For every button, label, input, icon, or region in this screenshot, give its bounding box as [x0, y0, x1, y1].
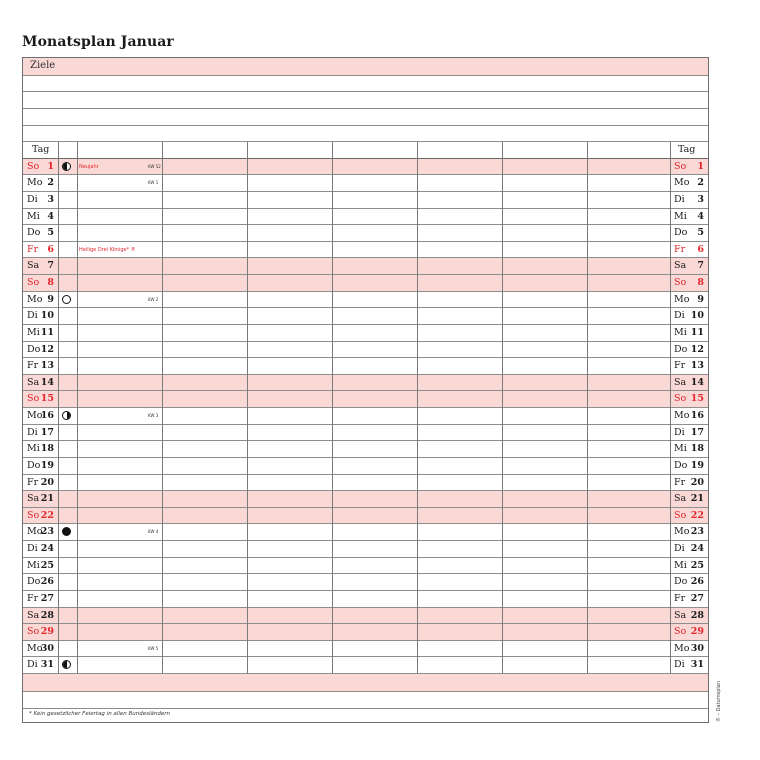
date: 27 [40, 592, 54, 604]
day-label-right [670, 608, 708, 624]
day-row[interactable] [23, 475, 708, 492]
day-label-left [23, 391, 58, 407]
date: 1 [47, 160, 54, 172]
day-row[interactable] [23, 225, 708, 242]
goals-label: Ziele [30, 60, 56, 71]
goals-line[interactable] [23, 91, 708, 92]
moon-phase-full-icon [62, 295, 71, 304]
weekday: So [27, 393, 40, 405]
day-row[interactable] [23, 258, 708, 275]
day-label-right [670, 475, 708, 491]
page-title: Monatsplan Januar [22, 34, 174, 50]
weekday: Di [27, 543, 38, 554]
date: 1 [697, 160, 704, 172]
day-label-left [23, 175, 58, 191]
day-label-left [23, 541, 58, 557]
weekday: Do [674, 576, 688, 588]
date: 11 [690, 326, 704, 338]
date: 23 [40, 526, 54, 538]
day-label-right [670, 441, 708, 457]
column-divider [247, 142, 248, 674]
weekday: Di [674, 426, 685, 438]
day-label-right [670, 308, 708, 324]
goals-header [23, 58, 708, 76]
date: 31 [40, 659, 54, 671]
day-label-right [670, 358, 708, 374]
day-label-right [670, 491, 708, 507]
date: 11 [40, 326, 54, 338]
date: 5 [697, 227, 704, 239]
date: 28 [690, 609, 704, 621]
weekday: Do [27, 459, 41, 471]
weekday: Sa [27, 376, 40, 388]
weekday: Sa [674, 609, 687, 621]
column-divider [162, 142, 163, 674]
date: 10 [40, 310, 54, 322]
weekday: Mo [674, 526, 690, 538]
copyright-note: ® – Datumsplan [716, 681, 722, 722]
weekday: Di [674, 543, 685, 554]
day-label-right [670, 574, 708, 590]
weekday: Di [674, 659, 685, 671]
day-label-left [23, 657, 58, 673]
date: 18 [40, 443, 54, 455]
day-label-right [670, 391, 708, 407]
bottom-line [23, 708, 708, 709]
date: 25 [690, 559, 704, 571]
weekday: Fr [27, 476, 39, 488]
date: 5 [47, 227, 54, 239]
date: 16 [40, 410, 54, 421]
date: 26 [40, 576, 54, 588]
calendar-week: KW 2 [148, 296, 159, 302]
day-label-left [23, 292, 58, 308]
date: 13 [690, 360, 704, 372]
day-label-right [670, 258, 708, 274]
weekday: Do [27, 343, 41, 355]
day-label-right [670, 624, 708, 640]
weekday: So [27, 277, 40, 288]
date: 3 [47, 193, 54, 205]
day-row[interactable] [23, 242, 708, 259]
date: 2 [697, 177, 704, 189]
day-row[interactable] [23, 342, 708, 359]
calendar-sheet [22, 57, 709, 723]
column-divider [670, 142, 671, 674]
day-label-left [23, 258, 58, 274]
date: 14 [690, 376, 704, 388]
date: 19 [690, 459, 704, 471]
day-label-left [23, 159, 58, 175]
date: 29 [690, 626, 704, 638]
day-row[interactable] [23, 275, 708, 292]
day-row[interactable] [23, 491, 708, 508]
date: 20 [40, 476, 54, 488]
column-divider [417, 142, 418, 674]
date: 17 [40, 426, 54, 438]
weekday: Mo [27, 177, 43, 189]
day-label-right [670, 342, 708, 358]
calendar-week: KW 3 [148, 413, 159, 418]
day-row[interactable] [23, 375, 708, 392]
day-label-left [23, 591, 58, 607]
column-divider [332, 142, 333, 674]
day-label-right [670, 209, 708, 225]
day-header-row [23, 142, 708, 159]
holiday-note: Heilige Drei Könige* ® [79, 246, 136, 253]
day-label-right [670, 558, 708, 574]
weekday: So [674, 277, 687, 288]
date: 9 [47, 293, 54, 305]
calendar-week: KW 4 [148, 529, 159, 535]
day-label-left [23, 508, 58, 524]
day-label-right [670, 192, 708, 208]
weekday: Do [674, 459, 688, 471]
date: 6 [697, 243, 704, 255]
weekday: Fr [674, 476, 686, 488]
moon-phase-first-quarter-icon [62, 411, 71, 420]
date: 22 [40, 509, 54, 521]
weekday: Mi [27, 210, 40, 222]
date: 20 [690, 476, 704, 488]
day-row[interactable] [23, 574, 708, 591]
date: 29 [40, 626, 54, 638]
day-label-left [23, 558, 58, 574]
weekday: Mo [674, 642, 690, 654]
column-divider [77, 142, 78, 674]
weekday: So [674, 509, 687, 521]
day-row[interactable] [23, 657, 708, 674]
weekday: Fr [27, 360, 39, 372]
date: 25 [40, 559, 54, 571]
day-label-left [23, 425, 58, 441]
weekday: Sa [27, 493, 40, 505]
day-label-left [23, 458, 58, 474]
weekday: Mi [674, 559, 687, 571]
weekday: Do [674, 343, 688, 355]
weekday: Mi [674, 326, 687, 338]
weekday: Di [27, 310, 38, 322]
day-label-right [670, 159, 708, 175]
day-row[interactable] [23, 325, 708, 342]
goals-line[interactable] [23, 108, 708, 109]
weekday: Mi [27, 559, 40, 571]
weekday: Mo [27, 526, 43, 538]
weekday: Mo [674, 177, 690, 189]
day-label-left [23, 325, 58, 341]
day-label-right [670, 508, 708, 524]
calendar-week: KW 5 [148, 645, 159, 651]
day-label-left [23, 308, 58, 324]
date: 28 [40, 609, 54, 621]
weekday: Fr [27, 592, 39, 604]
weekday: Mo [27, 642, 43, 654]
day-label-right [670, 375, 708, 391]
day-label-left [23, 608, 58, 624]
day-label-right [670, 292, 708, 308]
weekday: So [27, 160, 40, 172]
weekday: Di [27, 426, 38, 438]
bottom-band [23, 674, 708, 692]
date: 8 [47, 277, 54, 288]
day-row[interactable] [23, 192, 708, 209]
day-row[interactable] [23, 458, 708, 475]
weekday: Sa [674, 260, 687, 272]
weekday: Do [674, 227, 688, 239]
day-row[interactable] [23, 541, 708, 558]
weekday: Mi [27, 443, 40, 455]
day-row[interactable] [23, 209, 708, 226]
date: 8 [697, 277, 704, 288]
day-label-left [23, 475, 58, 491]
day-label-left [23, 342, 58, 358]
weekday: So [674, 626, 687, 638]
day-header-left: Tag [32, 144, 50, 155]
goals-line[interactable] [23, 125, 708, 126]
date: 31 [690, 659, 704, 671]
day-label-right [670, 641, 708, 657]
date: 10 [690, 310, 704, 322]
day-label-left [23, 441, 58, 457]
column-divider [58, 142, 59, 674]
date: 4 [47, 210, 54, 222]
day-label-right [670, 175, 708, 191]
date: 21 [40, 493, 54, 505]
date: 3 [697, 193, 704, 205]
day-label-left [23, 225, 58, 241]
day-row[interactable] [23, 391, 708, 408]
date: 2 [47, 177, 54, 189]
date: 13 [40, 360, 54, 372]
day-row[interactable] [23, 358, 708, 375]
weekday: Mi [27, 326, 40, 338]
weekday: Mi [674, 210, 687, 222]
day-row[interactable] [23, 508, 708, 525]
weekday: Sa [674, 376, 687, 388]
weekday: Di [27, 659, 38, 671]
moon-phase-new-icon [62, 527, 71, 536]
date: 22 [690, 509, 704, 521]
day-row[interactable] [23, 292, 708, 309]
date: 15 [690, 393, 704, 405]
day-label-left [23, 275, 58, 291]
day-label-left [23, 524, 58, 540]
date: 24 [690, 543, 704, 554]
weekday: Mo [27, 410, 43, 421]
weekday: Sa [27, 609, 40, 621]
footnote: * Kein gesetzlicher Feiertag in allen Bundesländern [29, 711, 170, 717]
weekday: Fr [674, 243, 686, 255]
date: 12 [40, 343, 54, 355]
day-label-left [23, 192, 58, 208]
weekday: Do [27, 227, 41, 239]
weekday: So [674, 393, 687, 405]
day-row[interactable] [23, 608, 708, 625]
weekday: Mo [674, 410, 690, 421]
weekday: Mo [674, 293, 690, 305]
day-label-right [670, 458, 708, 474]
day-label-left [23, 375, 58, 391]
day-grid [23, 142, 708, 674]
day-row[interactable] [23, 408, 708, 425]
day-label-left [23, 408, 58, 424]
weekday: Di [27, 193, 38, 205]
weekday: Fr [674, 360, 686, 372]
date: 26 [690, 576, 704, 588]
day-row[interactable] [23, 441, 708, 458]
date: 6 [47, 243, 54, 255]
date: 7 [47, 260, 54, 272]
day-label-right [670, 275, 708, 291]
weekday: So [27, 509, 40, 521]
day-row[interactable] [23, 624, 708, 641]
date: 21 [690, 493, 704, 505]
date: 30 [690, 642, 704, 654]
date: 14 [40, 376, 54, 388]
date: 12 [690, 343, 704, 355]
date: 30 [40, 642, 54, 654]
day-label-right [670, 591, 708, 607]
column-divider [502, 142, 503, 674]
date: 4 [697, 210, 704, 222]
day-row[interactable] [23, 425, 708, 442]
date: 23 [690, 526, 704, 538]
day-row[interactable] [23, 641, 708, 658]
weekday: Sa [674, 493, 687, 505]
date: 18 [690, 443, 704, 455]
date: 24 [40, 543, 54, 554]
day-header-right: Tag [678, 144, 696, 155]
day-label-right [670, 225, 708, 241]
weekday: Di [674, 193, 685, 205]
weekday: Do [27, 576, 41, 588]
weekday: Mo [27, 293, 43, 305]
calendar-week: KW 52 [148, 163, 161, 169]
date: 19 [40, 459, 54, 471]
date: 16 [690, 410, 704, 421]
day-label-right [670, 524, 708, 540]
date: 9 [697, 293, 704, 305]
day-row[interactable] [23, 308, 708, 325]
day-label-right [670, 657, 708, 673]
day-row[interactable] [23, 558, 708, 575]
weekday: So [674, 160, 687, 172]
day-label-left [23, 491, 58, 507]
moon-phase-last-quarter-icon [62, 660, 71, 669]
day-row[interactable] [23, 175, 708, 192]
date: 7 [697, 260, 704, 272]
day-row[interactable] [23, 591, 708, 608]
weekday: Fr [674, 592, 686, 604]
day-label-left [23, 641, 58, 657]
day-label-left [23, 209, 58, 225]
date: 17 [690, 426, 704, 438]
day-label-right [670, 425, 708, 441]
date: 27 [690, 592, 704, 604]
day-row[interactable] [23, 524, 708, 541]
holiday-note: Neujahr [79, 163, 99, 170]
day-label-left [23, 358, 58, 374]
column-divider [587, 142, 588, 674]
weekday: Di [674, 310, 685, 322]
day-label-left [23, 624, 58, 640]
day-label-right [670, 325, 708, 341]
day-label-right [670, 242, 708, 258]
weekday: Mi [674, 443, 687, 455]
weekday: Fr [27, 243, 39, 255]
day-label-left [23, 574, 58, 590]
weekday: So [27, 626, 40, 638]
day-label-right [670, 541, 708, 557]
day-label-right [670, 408, 708, 424]
weekday: Sa [27, 260, 40, 272]
day-row[interactable] [23, 159, 708, 176]
date: 15 [40, 393, 54, 405]
calendar-week: KW 1 [148, 180, 159, 186]
day-label-left [23, 242, 58, 258]
moon-phase-last-quarter-icon [62, 162, 71, 171]
